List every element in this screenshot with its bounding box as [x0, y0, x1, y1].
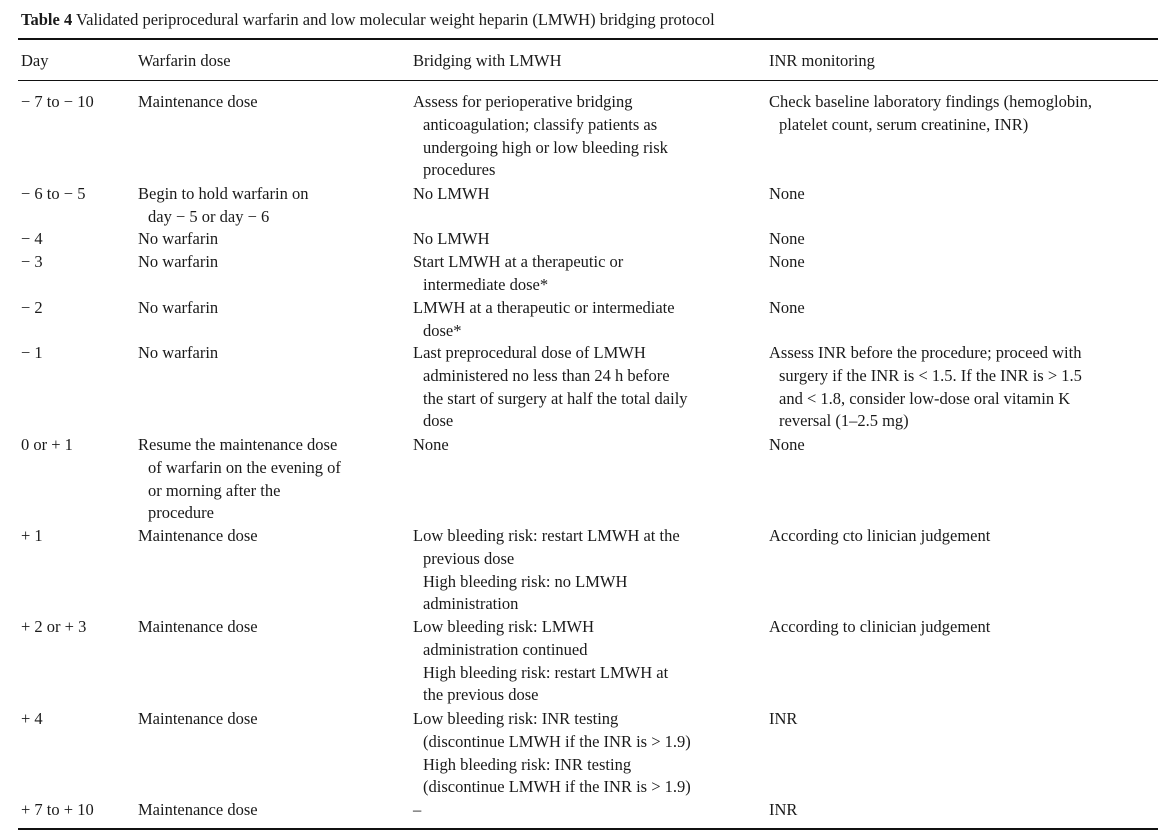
cell-line: Assess for perioperative bridging — [413, 92, 633, 111]
cell-day — [21, 297, 136, 320]
cell-line: No warfarin — [138, 229, 219, 248]
cell-line: None — [769, 229, 805, 248]
cell-line: or morning after the — [148, 480, 281, 500]
cell-line: surgery if the INR is < 1.5. If the INR is > 1.5 — [779, 365, 1082, 385]
cell-line: No warfarin — [138, 298, 219, 317]
cell-line: None — [769, 298, 805, 317]
cell-line: None — [769, 252, 805, 271]
cell-day — [21, 616, 136, 639]
header-warfarin-dose: Warfarin dose — [138, 51, 231, 70]
cell-warfarin-dose — [138, 91, 400, 114]
cell-line: − 3 — [21, 252, 43, 271]
cell-line: Maintenance dose — [138, 617, 258, 636]
cell-bridging-lmwh — [413, 616, 758, 707]
cell-line: (discontinue LMWH if the INR is > 1.9) — [423, 731, 691, 751]
cell-line: + 7 to + 10 — [21, 800, 94, 819]
cell-line: INR — [769, 709, 798, 728]
cell-bridging-lmwh — [413, 251, 758, 297]
cell-bridging-lmwh — [413, 434, 758, 457]
cell-warfarin-dose — [138, 799, 400, 822]
cell-warfarin-dose — [138, 434, 400, 525]
cell-line: (discontinue LMWH if the INR is > 1.9) — [423, 777, 691, 797]
header-day: Day — [21, 51, 49, 70]
cell-line: + 2 or + 3 — [21, 617, 87, 636]
cell-line: the start of surgery at half the total daily — [423, 388, 688, 408]
cell-line: administration continued — [423, 639, 588, 659]
cell-warfarin-dose — [138, 616, 400, 639]
cell-day — [21, 251, 136, 274]
cell-line: anticoagulation; classify patients as — [423, 114, 658, 134]
cell-line: − 4 — [21, 229, 43, 248]
cell-line: undergoing high or low bleeding risk — [423, 137, 668, 157]
cell-day — [21, 799, 136, 822]
cell-line: − 2 — [21, 298, 43, 317]
cell-day — [21, 91, 136, 114]
cell-warfarin-dose — [138, 251, 400, 274]
cell-line: previous dose — [423, 548, 515, 568]
cell-line: Maintenance dose — [138, 800, 258, 819]
cell-inr-monitoring — [769, 183, 1161, 206]
cell-bridging-lmwh — [413, 91, 758, 182]
cell-line: No warfarin — [138, 252, 219, 271]
cell-day — [21, 434, 136, 457]
cell-line: procedures — [423, 160, 496, 180]
table-bottom-rule — [18, 828, 1158, 830]
header-bridging-lmwh: Bridging with LMWH — [413, 51, 562, 70]
cell-bridging-lmwh — [413, 708, 758, 799]
cell-inr-monitoring — [769, 91, 1161, 137]
table-caption-text: Validated periprocedural warfarin and low molecular weight heparin (LMWH) bridging protocol — [76, 10, 715, 29]
cell-day — [21, 183, 136, 206]
cell-line: Check baseline laboratory findings (hemoglobin, — [769, 92, 1093, 111]
cell-line: administration — [423, 594, 519, 614]
cell-warfarin-dose — [138, 708, 400, 731]
cell-inr-monitoring — [769, 616, 1161, 639]
cell-inr-monitoring — [769, 799, 1161, 822]
cell-line: None — [413, 435, 449, 454]
cell-line: − 1 — [21, 343, 43, 362]
cell-bridging-lmwh — [413, 297, 758, 343]
cell-line: Last preprocedural dose of LMWH — [413, 343, 646, 362]
cell-line: High bleeding risk: no LMWH — [423, 571, 628, 591]
cell-line: of warfarin on the evening of — [148, 457, 341, 477]
cell-line: administered no less than 24 h before — [423, 365, 670, 385]
cell-line: High bleeding risk: restart LMWH at — [423, 662, 669, 682]
cell-line: day − 5 or day − 6 — [148, 206, 270, 226]
cell-line: No LMWH — [413, 229, 490, 248]
cell-line: dose* — [423, 320, 462, 340]
cell-warfarin-dose — [138, 342, 400, 365]
cell-line: − 6 to − 5 — [21, 184, 86, 203]
cell-line: 0 or + 1 — [21, 435, 73, 454]
cell-day — [21, 708, 136, 731]
cell-line: intermediate dose* — [423, 274, 549, 294]
cell-line: According to clinician judgement — [769, 617, 991, 636]
cell-line: platelet count, serum creatinine, INR) — [779, 114, 1029, 134]
cell-line: Maintenance dose — [138, 92, 258, 111]
table-top-rule — [18, 38, 1158, 40]
cell-line: Resume the maintenance dose — [138, 435, 338, 454]
cell-line: + 4 — [21, 709, 43, 728]
cell-line: No warfarin — [138, 343, 219, 362]
table-caption-label: Table 4 — [21, 10, 73, 29]
cell-line: procedure — [148, 503, 214, 523]
cell-line: − 7 to − 10 — [21, 92, 94, 111]
cell-line: None — [769, 435, 805, 454]
cell-bridging-lmwh — [413, 183, 758, 206]
cell-day — [21, 228, 136, 251]
cell-inr-monitoring — [769, 434, 1161, 457]
cell-bridging-lmwh — [413, 799, 758, 822]
cell-warfarin-dose — [138, 525, 400, 548]
cell-line: None — [769, 184, 805, 203]
cell-bridging-lmwh — [413, 228, 758, 251]
cell-inr-monitoring — [769, 297, 1161, 320]
table-header-rule — [18, 80, 1158, 81]
cell-warfarin-dose — [138, 228, 400, 251]
cell-line: dose — [423, 411, 454, 431]
cell-line: + 1 — [21, 526, 43, 545]
cell-line: reversal (1–2.5 mg) — [779, 411, 909, 431]
cell-inr-monitoring — [769, 251, 1161, 274]
cell-line: Low bleeding risk: LMWH — [413, 617, 595, 636]
cell-line: Low bleeding risk: restart LMWH at the — [413, 526, 680, 545]
cell-line: Start LMWH at a therapeutic or — [413, 252, 624, 271]
cell-line: INR — [769, 800, 798, 819]
cell-line: No LMWH — [413, 184, 490, 203]
cell-warfarin-dose — [138, 183, 400, 229]
cell-warfarin-dose — [138, 297, 400, 320]
cell-bridging-lmwh — [413, 525, 758, 616]
cell-line: Begin to hold warfarin on — [138, 184, 309, 203]
table-caption — [21, 9, 715, 31]
cell-line: According cto linician judgement — [769, 526, 991, 545]
cell-bridging-lmwh — [413, 342, 758, 433]
cell-line: Maintenance dose — [138, 709, 258, 728]
cell-inr-monitoring — [769, 708, 1161, 731]
cell-day — [21, 342, 136, 365]
cell-line: Low bleeding risk: INR testing — [413, 709, 619, 728]
cell-day — [21, 525, 136, 548]
cell-line: – — [413, 800, 422, 819]
header-inr-monitoring: INR monitoring — [769, 51, 875, 70]
cell-line: LMWH at a therapeutic or intermediate — [413, 298, 675, 317]
cell-line: and < 1.8, consider low-dose oral vitamin K — [779, 388, 1071, 408]
cell-inr-monitoring — [769, 228, 1161, 251]
cell-line: Maintenance dose — [138, 526, 258, 545]
cell-inr-monitoring — [769, 342, 1161, 433]
cell-line: the previous dose — [423, 685, 539, 705]
cell-inr-monitoring — [769, 525, 1161, 548]
cell-line: Assess INR before the procedure; proceed with — [769, 343, 1082, 362]
cell-line: High bleeding risk: INR testing — [423, 754, 632, 774]
